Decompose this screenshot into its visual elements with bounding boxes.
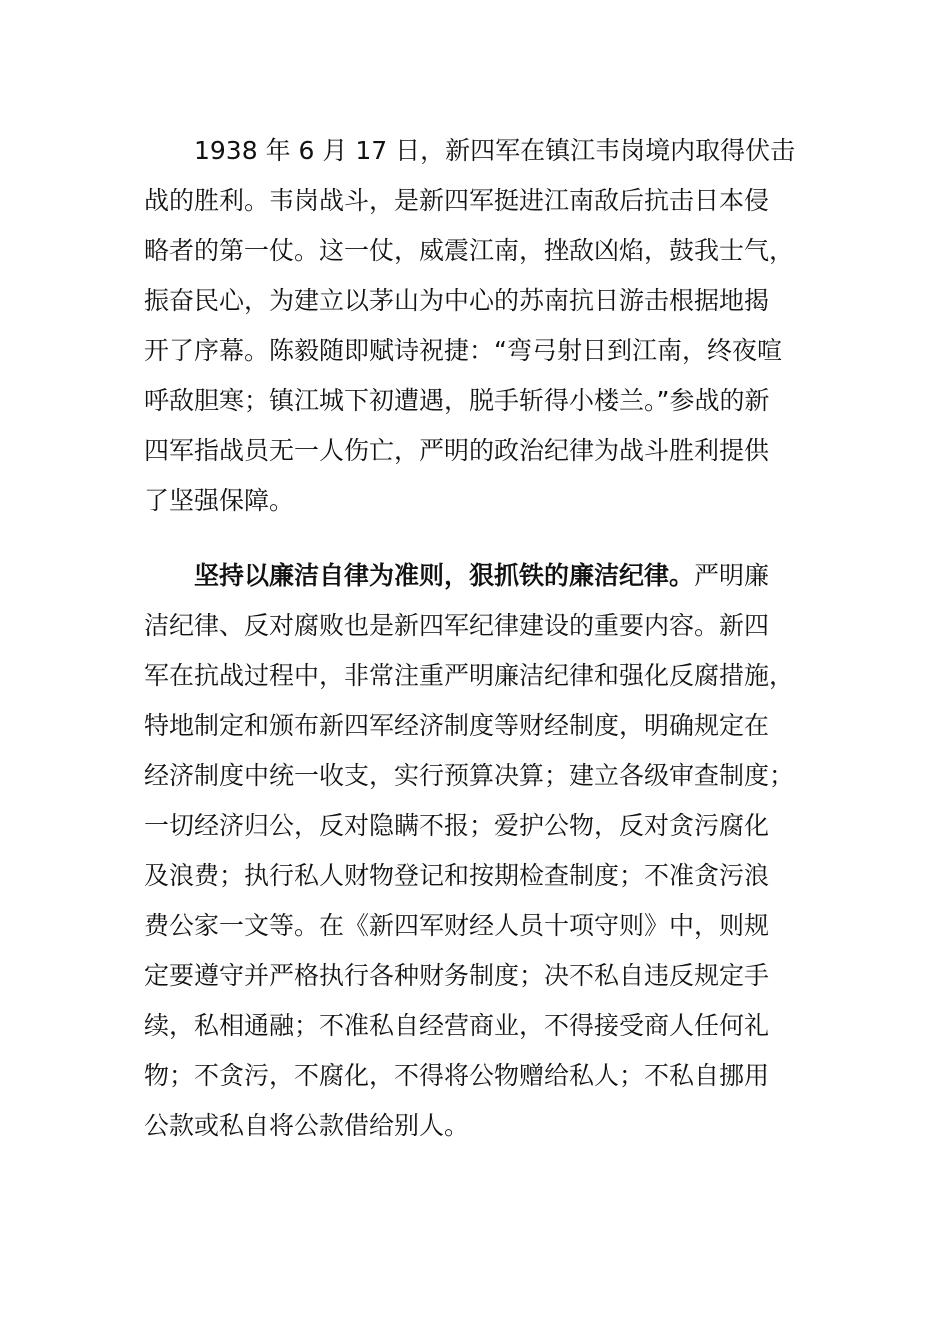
paragraph-line: 开了序幕。陈毅随即赋诗祝捷：“弯弓射日到江南，终夜喧 [144,336,782,365]
paragraph-line: 略者的第一仗。这一仗，威震江南，挫敌凶焰，鼓我士气， [144,236,795,265]
paragraph-line: 四军指战员无一人伤亡，严明的政治纪律为战斗胜利提供 [144,436,770,465]
paragraph-line: 一切经济归公，反对隐瞒不报；爱护公物，反对贪污腐化 [144,811,770,840]
paragraph-line: 洁纪律、反对腐败也是新四军纪律建设的重要内容。新四 [144,611,770,640]
paragraph-first-line [144,551,809,601]
paragraph-line: 公款或私自将公款借给别人。 [144,1111,470,1140]
paragraph-weigang-battle [144,126,809,526]
paragraph-line: 定要遵守并严格执行各种财务制度；决不私自违反规定手 [144,961,770,990]
paragraph-spacer [144,526,809,551]
paragraph-line: 呼敌胆寒；镇江城下初遭遇，脱手斩得小楼兰。”参战的新 [144,386,770,415]
paragraph-line: 续，私相通融；不准私自经营商业，不得接受商人任何礼 [144,1011,770,1040]
paragraph-line: 物；不贪污，不腐化，不得将公物赠给私人；不私自挪用 [144,1061,770,1090]
paragraph-line: 1938 年 6 月 17 日，新四军在镇江韦岗境内取得伏击 [194,136,796,165]
paragraph-heading: 坚持以廉洁自律为准则，狠抓铁的廉洁纪律。 [194,561,695,590]
paragraph-line: 振奋民心，为建立以茅山为中心的苏南抗日游击根据地揭 [144,286,770,315]
paragraph-line: 军在抗战过程中，非常注重严明廉洁纪律和强化反腐措施， [144,661,795,690]
paragraph-line: 经济制度中统一收支，实行预算决算；建立各级审查制度； [144,761,795,790]
paragraph-line: 特地制定和颁布新四军经济制度等财经制度，明确规定在 [144,711,770,740]
paragraph-line: 费公家一文等。在《新四军财经人员十项守则》中，则规 [144,911,770,940]
paragraph-line: 了坚强保障。 [144,486,295,515]
paragraph-heading-rest: 严明廉 [694,561,770,590]
paragraph-line: 战的胜利。韦岗战斗，是新四军挺进江南敌后抗击日本侵 [144,186,770,215]
paragraph-integrity-discipline [144,551,809,1151]
document-body [144,126,809,1151]
paragraph-line: 及浪费；执行私人财物登记和按期检查制度；不准贪污浪 [144,861,770,890]
